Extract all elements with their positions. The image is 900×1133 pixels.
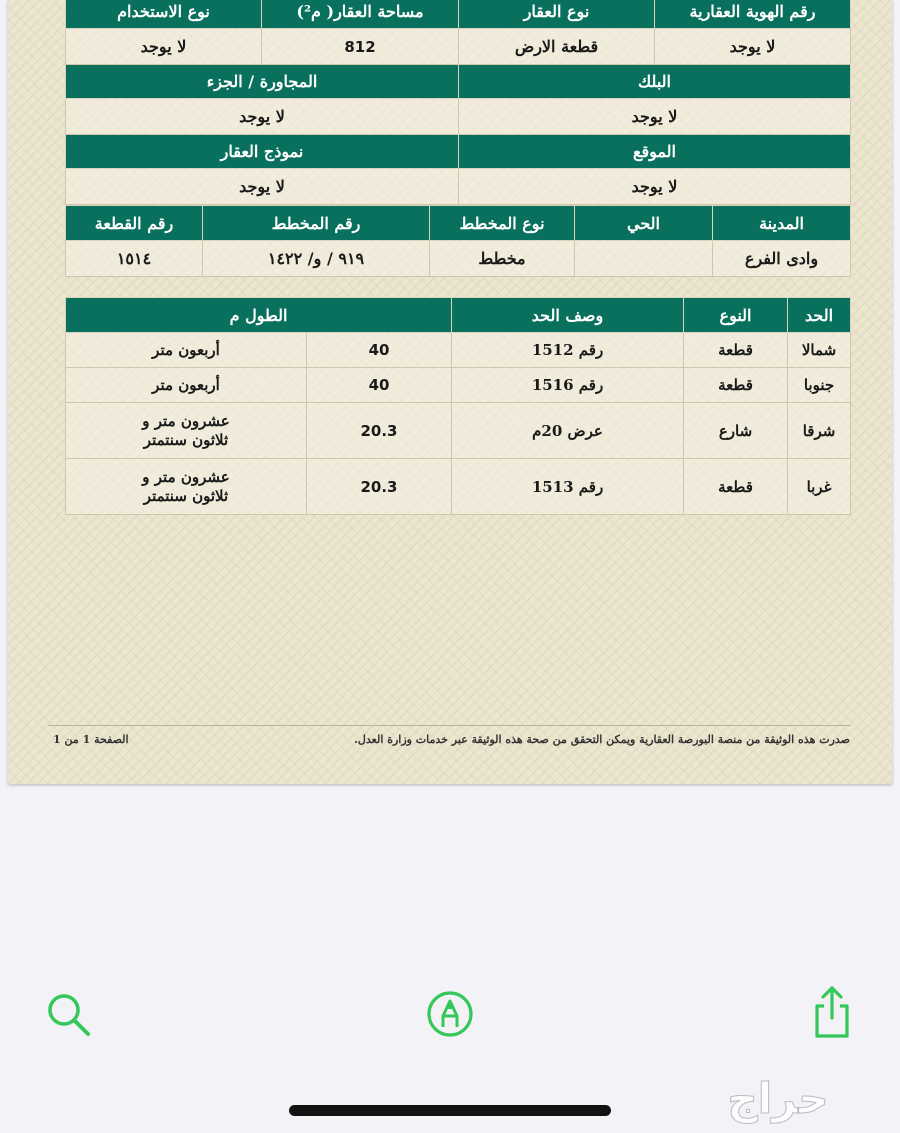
boundary-type: قطعة xyxy=(684,459,788,515)
value-city: وادى الفرع xyxy=(713,241,851,277)
boundary-side: جنوبا xyxy=(788,368,851,403)
boundary-type: شارع xyxy=(684,403,788,459)
header-length: الطول م xyxy=(66,298,452,333)
header-boundary-description: وصف الحد xyxy=(452,298,684,333)
boundary-length: 40 xyxy=(307,333,452,368)
header-plot-number: رقم القطعة xyxy=(66,206,203,241)
header-boundary: الحد xyxy=(788,298,851,333)
boundary-length-text: عشرون متر و ثلاثون سنتمتر xyxy=(66,459,307,515)
header-boundary-type: النوع xyxy=(684,298,788,333)
markup-button[interactable] xyxy=(424,990,476,1042)
header-district: الحي xyxy=(575,206,713,241)
search-button[interactable] xyxy=(42,990,94,1042)
boundary-length: 40 xyxy=(307,368,452,403)
search-icon xyxy=(44,990,92,1042)
table-row xyxy=(66,403,851,459)
value-location: لا يوجد xyxy=(459,169,851,205)
boundary-length-text: أربعون متر xyxy=(66,333,307,368)
header-city: المدينة xyxy=(713,206,851,241)
header-location: الموقع xyxy=(459,135,851,169)
property-info-table xyxy=(65,0,851,205)
header-plan-number: رقم المخطط xyxy=(203,206,430,241)
header-neighborhood-part: المجاورة / الجزء xyxy=(66,65,459,99)
markup-icon xyxy=(425,989,475,1043)
boundary-description: رقم 1513 xyxy=(452,459,684,515)
value-plan-number: ٩١٩ / و/ ١٤٢٢ xyxy=(203,241,430,277)
boundary-description: عرض 20م xyxy=(452,403,684,459)
value-district xyxy=(575,241,713,277)
value-property-id: لا يوجد xyxy=(655,29,851,65)
share-button[interactable] xyxy=(806,985,858,1043)
value-property-model: لا يوجد xyxy=(66,169,459,205)
header-usage-type: نوع الاستخدام xyxy=(66,0,262,29)
boundary-type: قطعة xyxy=(684,333,788,368)
value-usage-type: لا يوجد xyxy=(66,29,262,65)
header-property-id: رقم الهوية العقارية xyxy=(655,0,851,29)
boundary-length-text: أربعون متر xyxy=(66,368,307,403)
header-property-type: نوع العقار xyxy=(459,0,655,29)
document-page xyxy=(8,0,892,784)
boundary-length-text: عشرون متر و ثلاثون سنتمتر xyxy=(66,403,307,459)
page-number: الصفحة 1 من 1 xyxy=(53,733,129,746)
boundary-side: شرقا xyxy=(788,403,851,459)
header-block: البلك xyxy=(459,65,851,99)
value-plot-number: ١٥١٤ xyxy=(66,241,203,277)
header-property-area: مساحة العقار( م²) xyxy=(262,0,459,29)
value-block: لا يوجد xyxy=(459,99,851,135)
value-property-area: 812 xyxy=(262,29,459,65)
boundary-side: شمالا xyxy=(788,333,851,368)
share-icon xyxy=(809,984,855,1044)
home-indicator[interactable] xyxy=(289,1105,611,1116)
boundary-side: غربا xyxy=(788,459,851,515)
value-plan-type: مخطط xyxy=(430,241,575,277)
header-plan-type: نوع المخطط xyxy=(430,206,575,241)
boundary-description: رقم 1516 xyxy=(452,368,684,403)
table-row xyxy=(66,459,851,515)
boundaries-table xyxy=(65,297,851,515)
boundary-type: قطعة xyxy=(684,368,788,403)
table-row xyxy=(66,368,851,403)
footer-note: صدرت هذه الوثيقة من منصة البورصة العقارية ويمكن التحقق من صحة هذه الوثيقة عبر خدمات وزارة العدل. xyxy=(354,733,850,746)
watermark-logo: حراج xyxy=(727,1074,829,1123)
boundary-length: 20.3 xyxy=(307,403,452,459)
boundary-length: 20.3 xyxy=(307,459,452,515)
table-row xyxy=(66,333,851,368)
value-neighborhood-part: لا يوجد xyxy=(66,99,459,135)
footer-divider xyxy=(48,725,851,726)
plan-info-table xyxy=(65,205,851,277)
boundary-description: رقم 1512 xyxy=(452,333,684,368)
header-property-model: نموذج العقار xyxy=(66,135,459,169)
value-property-type: قطعة الارض xyxy=(459,29,655,65)
